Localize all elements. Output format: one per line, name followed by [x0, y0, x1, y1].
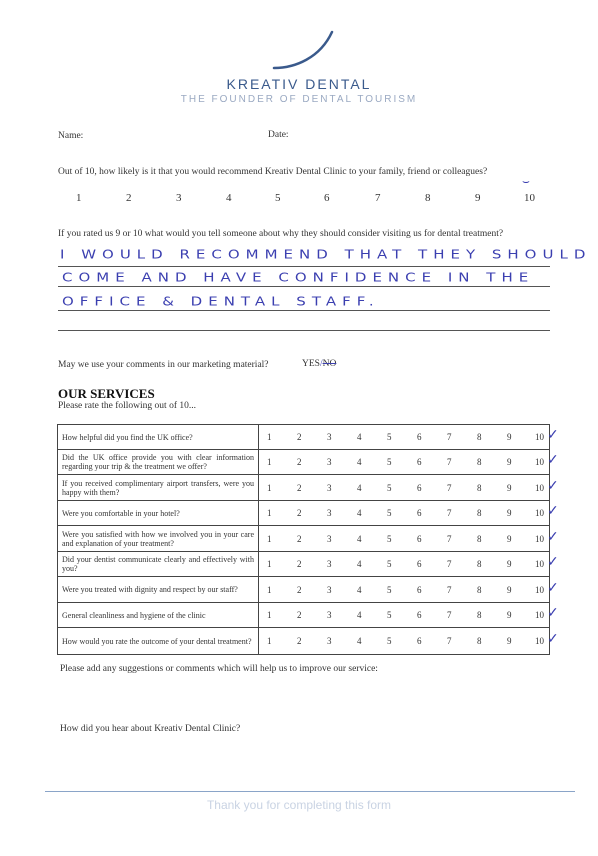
answer-rule — [58, 330, 550, 331]
rating-option-8[interactable]: 8 — [477, 636, 482, 646]
rating-option-4[interactable]: 4 — [357, 508, 362, 518]
services-row — [58, 577, 550, 603]
rating-option-5[interactable]: 5 — [387, 636, 392, 646]
services-row — [58, 603, 550, 628]
reason-answer-line-1: I WOULD RECOMMEND THAT THEY SHOULD — [60, 246, 592, 262]
rating-option-3[interactable]: 3 — [327, 457, 332, 467]
rating-option-6[interactable]: 6 — [417, 584, 422, 595]
rating-option-4[interactable]: 4 — [357, 482, 362, 493]
answer-rule — [58, 266, 550, 267]
check-mark-icon: ✓ — [547, 529, 559, 545]
recommend-option-4[interactable]: 4 — [226, 192, 232, 204]
answer-rule — [58, 310, 550, 311]
rating-option-7[interactable]: 7 — [447, 584, 452, 595]
rating-option-7[interactable]: 7 — [447, 457, 452, 467]
check-mark-icon: ✓ — [547, 427, 559, 443]
rating-option-10[interactable]: 10 — [535, 457, 544, 467]
rating-option-2[interactable]: 2 — [297, 610, 302, 620]
services-question: Did the UK office provide you with clear information regarding your trip & the treatment we offer? — [58, 450, 259, 475]
rating-option-10[interactable]: 10 — [535, 432, 544, 442]
date-label: Date: — [268, 130, 289, 140]
rating-option-6[interactable]: 6 — [417, 432, 422, 442]
services-subtitle: Please rate the following out of 10... — [58, 401, 196, 411]
services-rating-scale — [259, 526, 559, 552]
services-row — [58, 425, 550, 450]
check-mark-icon: ✓ — [547, 554, 559, 570]
services-rating-scale — [259, 552, 559, 577]
services-question: Did your dentist communicate clearly and effectively with you? — [58, 552, 259, 577]
rating-option-3[interactable]: 3 — [327, 559, 332, 569]
rating-option-1[interactable]: 1 — [267, 610, 272, 620]
services-rating-scale — [259, 475, 559, 501]
rating-option-6[interactable]: 6 — [417, 533, 422, 544]
rating-option-2[interactable]: 2 — [297, 584, 302, 595]
rating-option-10[interactable]: 10 — [535, 482, 544, 493]
rating-option-7[interactable]: 7 — [447, 610, 452, 620]
services-row — [58, 475, 550, 501]
footer-text: Thank you for completing this form — [206, 798, 392, 812]
rating-option-9[interactable]: 9 — [507, 508, 512, 518]
check-mark-icon: ✓ — [547, 605, 559, 621]
services-rating-scale — [259, 501, 559, 526]
check-mark-icon: ✓ — [547, 631, 559, 647]
rating-option-4[interactable]: 4 — [357, 432, 362, 442]
services-question: Were you satisfied with how we involved you in your care and explanation of your treatment? — [58, 526, 259, 552]
services-row — [58, 628, 550, 655]
rating-option-2[interactable]: 2 — [297, 636, 302, 646]
rating-option-9[interactable]: 9 — [507, 457, 512, 467]
marketing-options: YES/NO — [302, 359, 337, 369]
rating-option-7[interactable]: 7 — [447, 533, 452, 544]
rating-option-7[interactable]: 7 — [447, 559, 452, 569]
services-question: Were you comfortable in your hotel? — [58, 501, 259, 526]
rating-option-5[interactable]: 5 — [387, 432, 392, 442]
rating-option-8[interactable]: 8 — [477, 559, 482, 569]
rating-option-1[interactable]: 1 — [267, 533, 272, 544]
rating-option-5[interactable]: 5 — [387, 457, 392, 467]
rating-option-2[interactable]: 2 — [297, 432, 302, 442]
rating-option-4[interactable]: 4 — [357, 636, 362, 646]
rating-option-5[interactable]: 5 — [387, 610, 392, 620]
recommend-option-1[interactable]: 1 — [76, 192, 82, 204]
rating-option-8[interactable]: 8 — [477, 610, 482, 620]
recommend-option-3[interactable]: 3 — [176, 192, 182, 204]
suggestions-question: Please add any suggestions or comments which will help us to improve our service: — [60, 664, 378, 674]
marketing-question: May we use your comments in our marketing material? — [58, 360, 269, 370]
services-rating-scale — [259, 450, 559, 475]
rating-option-2[interactable]: 2 — [297, 559, 302, 569]
rating-option-4[interactable]: 4 — [357, 610, 362, 620]
services-rating-scale — [259, 425, 559, 450]
rating-option-7[interactable]: 7 — [447, 636, 452, 646]
recommend-option-10[interactable]: 10 — [524, 192, 535, 204]
rating-option-8[interactable]: 8 — [477, 457, 482, 467]
rating-option-9[interactable]: 9 — [507, 432, 512, 442]
rating-option-5[interactable]: 5 — [387, 508, 392, 518]
check-mark-icon: ✓ — [547, 478, 559, 494]
marketing-no[interactable]: NO — [322, 359, 337, 369]
reason-answer-line-3: OFFICE & DENTAL STAFF. — [62, 293, 380, 309]
check-mark-icon: ✓ — [547, 580, 559, 596]
rating-option-3[interactable]: 3 — [327, 482, 332, 493]
rating-option-4[interactable]: 4 — [357, 457, 362, 467]
services-row — [58, 501, 550, 526]
rating-option-10[interactable]: 10 — [535, 584, 544, 595]
services-row — [58, 552, 550, 577]
rating-option-2[interactable]: 2 — [297, 482, 302, 493]
reason-answer-line-2: COME AND HAVE CONFIDENCE IN THE — [62, 269, 535, 285]
rating-option-10[interactable]: 10 — [535, 559, 544, 569]
rating-option-6[interactable]: 6 — [417, 457, 422, 467]
brand-tagline: THE FOUNDER OF DENTAL TOURISM — [180, 94, 418, 105]
services-rating-scale — [259, 628, 559, 655]
rating-option-7[interactable]: 7 — [447, 508, 452, 518]
rating-option-10[interactable]: 10 — [535, 610, 544, 620]
rating-option-3[interactable]: 3 — [327, 508, 332, 518]
rating-option-3[interactable]: 3 — [327, 636, 332, 646]
recommend-option-7[interactable]: 7 — [375, 192, 381, 204]
rating-option-3[interactable]: 3 — [327, 584, 332, 595]
rating-option-6[interactable]: 6 — [417, 559, 422, 569]
footer-divider — [45, 791, 575, 792]
rating-option-8[interactable]: 8 — [477, 533, 482, 544]
check-mark-icon: ✓ — [547, 452, 559, 468]
reason-question: If you rated us 9 or 10 what would you tell someone about why they should consider visiting us for dental treatment? — [58, 229, 504, 239]
services-rating-scale — [259, 577, 559, 603]
rating-option-6[interactable]: 6 — [417, 508, 422, 518]
services-rating-scale — [259, 603, 559, 628]
recommend-question: Out of 10, how likely is it that you would recommend Kreativ Dental Clinic to your family, friend or colleagues? — [58, 167, 488, 177]
rating-option-8[interactable]: 8 — [477, 482, 482, 493]
rating-option-2[interactable]: 2 — [297, 508, 302, 518]
recommend-option-6[interactable]: 6 — [324, 192, 330, 204]
rating-option-9[interactable]: 9 — [507, 533, 512, 544]
recommend-selected-mark-icon: ⌣ — [522, 174, 530, 188]
rating-option-9[interactable]: 9 — [507, 584, 512, 595]
rating-option-8[interactable]: 8 — [477, 508, 482, 518]
services-rating-table — [57, 424, 559, 655]
rating-option-6[interactable]: 6 — [417, 482, 422, 493]
rating-option-5[interactable]: 5 — [387, 533, 392, 544]
rating-option-1[interactable]: 1 — [267, 508, 272, 518]
services-question: If you received complimentary airport transfers, were you happy with them? — [58, 475, 259, 501]
rating-option-4[interactable]: 4 — [357, 559, 362, 569]
rating-option-9[interactable]: 9 — [507, 559, 512, 569]
rating-option-1[interactable]: 1 — [267, 482, 272, 493]
brand-name: KREATIV DENTAL — [226, 76, 372, 92]
rating-option-8[interactable]: 8 — [477, 584, 482, 595]
recommend-option-8[interactable]: 8 — [425, 192, 431, 204]
rating-option-9[interactable]: 9 — [507, 482, 512, 493]
answer-rule — [58, 286, 550, 287]
recommend-option-9[interactable]: 9 — [475, 192, 481, 204]
name-label: Name: — [58, 131, 84, 141]
rating-option-1[interactable]: 1 — [267, 457, 272, 467]
services-title: OUR SERVICES — [58, 386, 155, 401]
rating-option-4[interactable]: 4 — [357, 533, 362, 544]
rating-option-1[interactable]: 1 — [267, 636, 272, 646]
rating-option-5[interactable]: 5 — [387, 584, 392, 595]
rating-option-5[interactable]: 5 — [387, 482, 392, 493]
rating-option-7[interactable]: 7 — [447, 482, 452, 493]
services-row — [58, 450, 550, 475]
rating-option-5[interactable]: 5 — [387, 559, 392, 569]
rating-option-1[interactable]: 1 — [267, 559, 272, 569]
services-row — [58, 526, 550, 552]
rating-option-3[interactable]: 3 — [327, 533, 332, 544]
rating-option-4[interactable]: 4 — [357, 584, 362, 595]
rating-option-9[interactable]: 9 — [507, 636, 512, 646]
logo-swoosh-icon — [270, 28, 340, 73]
recommend-option-2[interactable]: 2 — [126, 192, 132, 204]
rating-option-10[interactable]: 10 — [535, 533, 544, 544]
rating-option-10[interactable]: 10 — [535, 636, 544, 646]
recommend-option-5[interactable]: 5 — [275, 192, 281, 204]
services-question: How would you rate the outcome of your dental treatment? — [58, 628, 259, 655]
rating-option-3[interactable]: 3 — [327, 610, 332, 620]
rating-option-9[interactable]: 9 — [507, 610, 512, 620]
check-mark-icon: ✓ — [547, 503, 559, 519]
heard-question: How did you hear about Kreativ Dental Clinic? — [60, 724, 241, 734]
rating-option-2[interactable]: 2 — [297, 533, 302, 544]
marketing-yes[interactable]: YES — [302, 359, 320, 369]
rating-option-1[interactable]: 1 — [267, 584, 272, 595]
rating-option-7[interactable]: 7 — [447, 432, 452, 442]
rating-option-6[interactable]: 6 — [417, 610, 422, 620]
services-question: How helpful did you find the UK office? — [58, 425, 259, 450]
services-question: General cleanliness and hygiene of the clinic — [58, 603, 259, 628]
services-question: Were you treated with dignity and respect by our staff? — [58, 577, 259, 603]
rating-option-6[interactable]: 6 — [417, 636, 422, 646]
rating-option-1[interactable]: 1 — [267, 432, 272, 442]
rating-option-10[interactable]: 10 — [535, 508, 544, 518]
rating-option-3[interactable]: 3 — [327, 432, 332, 442]
rating-option-2[interactable]: 2 — [297, 457, 302, 467]
rating-option-8[interactable]: 8 — [477, 432, 482, 442]
